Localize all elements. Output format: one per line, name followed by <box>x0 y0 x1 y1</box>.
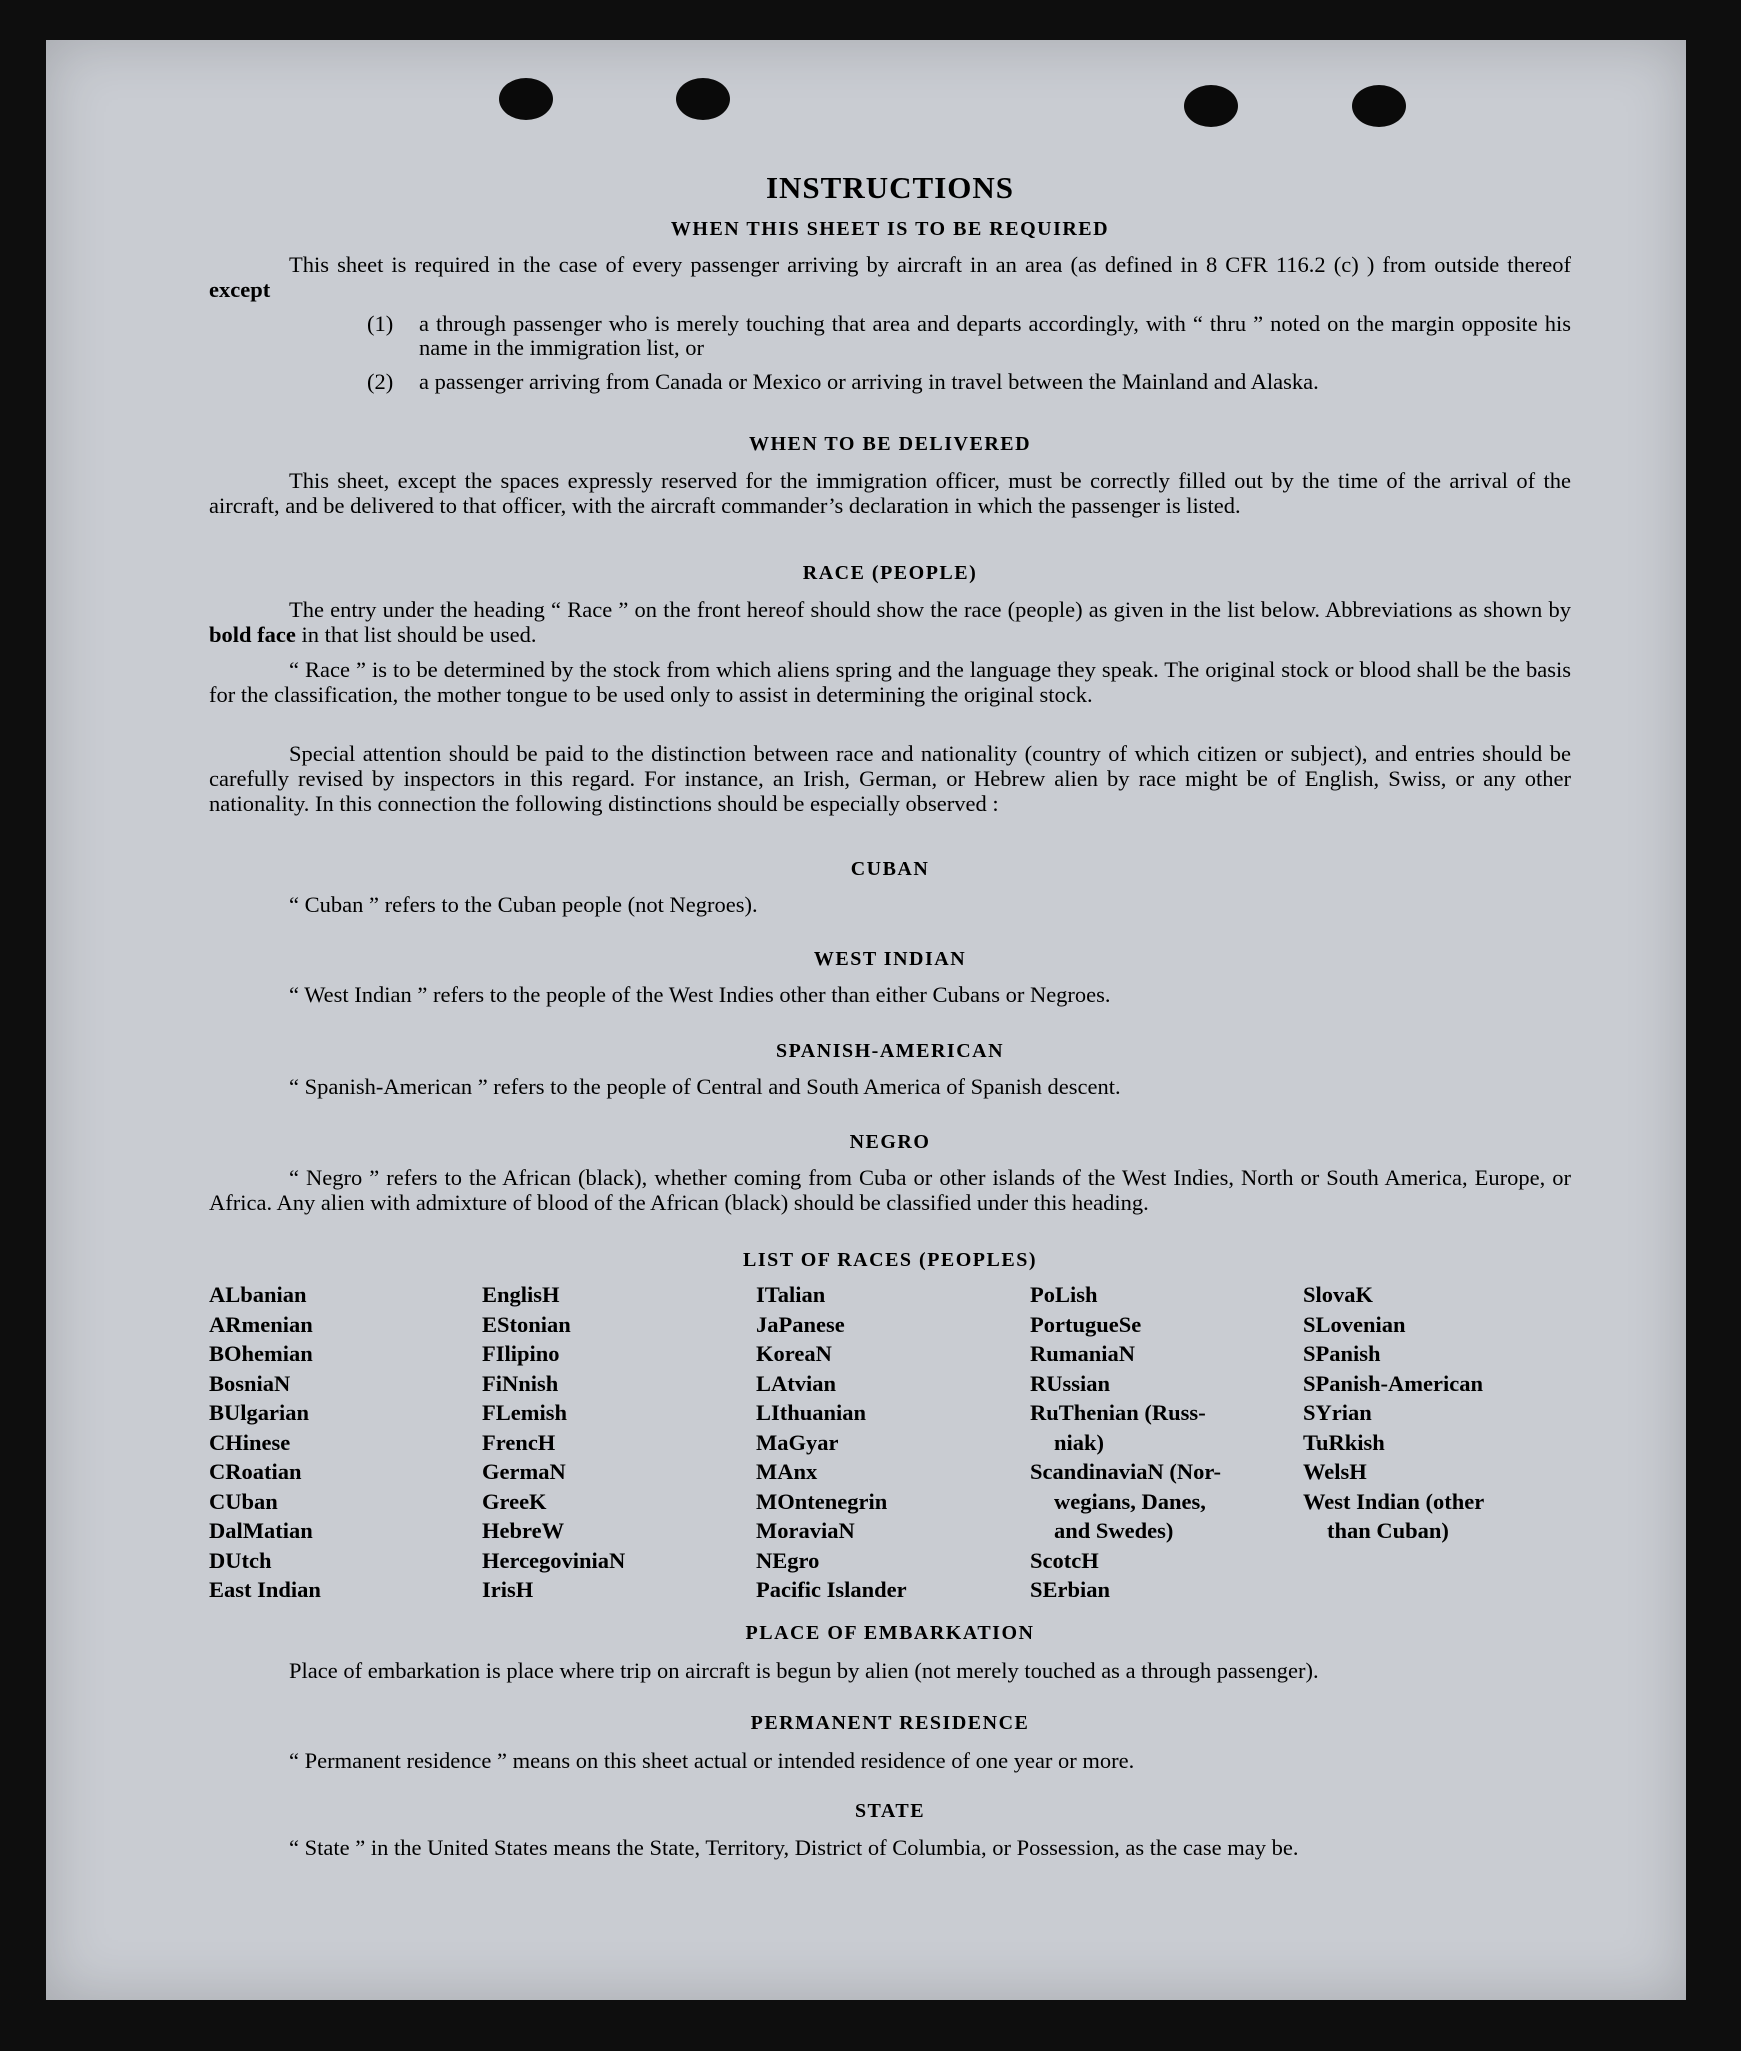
punch-hole <box>1352 85 1406 127</box>
race-entry: EStonian <box>482 1311 571 1337</box>
race-entry: SPanish-American <box>1303 1370 1483 1396</box>
race-entry: PoLish <box>1030 1282 1098 1307</box>
race-entry: KoreaN <box>756 1341 832 1366</box>
when-required-except: except <box>209 277 271 302</box>
race-entry: DUtch <box>209 1547 272 1573</box>
race-entry: FrencH <box>482 1429 556 1455</box>
heading-negro: NEGRO <box>849 1131 931 1153</box>
when-required-intro-text: This sheet is required in the case of every passenger arriving by aircraft in an area (as defined in 8 CFR 116.2 (c) ) from outside thereof <box>289 252 1571 277</box>
item-number: (2) <box>367 369 394 394</box>
negro-text: “ Negro ” refers to the African (black), whether coming from Cuba or other islands of the West Indies, North or South America, Europe, or Africa. Any alien with admixture of blood of the African (black) should be classified under this heading. <box>209 1165 1571 1215</box>
heading-race: RACE (PEOPLE) <box>802 562 978 584</box>
race-entry: RUssian <box>1030 1370 1111 1396</box>
race-paragraph-3: Special attention should be paid to the distinction between race and nationality (country of which citizen or subject), and entries should be carefully revised by inspectors in this regard. For instance, an Irish, German, or Hebrew alien by race might be of English, Swiss, or any other nationality. In this connection the following distinctions should be especially observed : <box>209 741 1571 816</box>
race-entry: ScandinaviaN (Nor- <box>1030 1459 1222 1484</box>
heading-list-of-races: LIST OF RACES (PEOPLES) <box>742 1249 1037 1271</box>
races-column <box>209 1280 321 1605</box>
race-entry: SLovenian <box>1303 1311 1406 1337</box>
heading-embarkation: PLACE OF EMBARKATION <box>745 1622 1035 1644</box>
race-entry: than Cuban) <box>1327 1518 1449 1543</box>
when-required-item <box>367 370 1571 394</box>
race-entry: RumaniaN <box>1030 1341 1136 1366</box>
race-entry: IrisH <box>482 1577 534 1602</box>
race-p1-bold: bold face <box>209 622 296 647</box>
race-paragraph-2: “ Race ” is to be determined by the stock from which aliens spring and the language they speak. The original stock or blood shall be the basis for the classification, the mother tongue to be used only to assist in determining the original stock. <box>209 657 1571 707</box>
punch-hole <box>1184 85 1238 127</box>
race-entry: SErbian <box>1030 1577 1111 1602</box>
race-entry: FIlipino <box>482 1341 560 1366</box>
race-entry: GreeK <box>482 1488 547 1514</box>
race-entry: and Swedes) <box>1054 1518 1174 1543</box>
race-entry: HebreW <box>482 1518 565 1543</box>
race-entry: ARmenian <box>209 1311 313 1337</box>
embarkation-text: Place of embarkation is place where trip on aircraft is begun by alien (not merely touched as a through passenger). <box>289 1658 1319 1683</box>
punch-hole <box>676 78 730 120</box>
when-required-intro <box>209 252 1571 302</box>
race-entry: GermaN <box>482 1459 566 1484</box>
residence-text: “ Permanent residence ” means on this sheet actual or intended residence of one year or more. <box>289 1748 1135 1773</box>
punch-hole <box>499 78 553 120</box>
race-entry: JaPanese <box>756 1311 845 1337</box>
race-entry: SYrian <box>1303 1400 1372 1425</box>
race-entry: CRoatian <box>209 1459 302 1484</box>
races-column <box>1030 1280 1221 1605</box>
race-entry: West Indian (other <box>1303 1488 1485 1514</box>
page-title: INSTRUCTIONS <box>765 170 1014 205</box>
race-entry: BUlgarian <box>209 1400 310 1425</box>
race-entry: RuThenian (Russ- <box>1030 1400 1206 1425</box>
heading-state: STATE <box>854 1800 926 1822</box>
race-entry: MOntenegrin <box>756 1488 888 1514</box>
races-column <box>756 1280 907 1605</box>
spanish-american-text: “ Spanish-American ” refers to the people of Central and South America of Spanish descent. <box>289 1074 1121 1099</box>
race-entry: HercegoviniaN <box>482 1547 626 1573</box>
race-entry: MaGyar <box>756 1429 839 1455</box>
race-entry: WelsH <box>1303 1459 1367 1484</box>
race-entry: NEgro <box>756 1547 820 1573</box>
heading-when-delivered: WHEN TO BE DELIVERED <box>748 433 1032 455</box>
item-text: a passenger arriving from Canada or Mexico or arriving in travel between the Mainland and Alaska. <box>419 369 1319 394</box>
race-entry: Pacific Islander <box>756 1577 907 1602</box>
race-entry: EnglisH <box>482 1282 560 1307</box>
race-entry: ScotcH <box>1030 1547 1099 1573</box>
heading-residence: PERMANENT RESIDENCE <box>750 1712 1030 1734</box>
race-p1-text: The entry under the heading “ Race ” on the front hereof should show the race (people) as given in the list below. Abbreviations as shown by <box>289 597 1571 622</box>
races-column <box>482 1280 625 1605</box>
race-entry: ITalian <box>756 1282 826 1307</box>
race-entry: TuRkish <box>1303 1429 1385 1455</box>
race-entry: SPanish <box>1303 1341 1381 1366</box>
race-entry: CHinese <box>209 1429 291 1455</box>
heading-cuban: CUBAN <box>850 858 930 880</box>
race-entry: MoraviaN <box>756 1518 855 1543</box>
race-entry: SlovaK <box>1303 1282 1374 1307</box>
heading-spanish-american: SPANISH-AMERICAN <box>775 1040 1005 1062</box>
race-entry: DalMatian <box>209 1518 313 1543</box>
race-entry: East Indian <box>209 1577 321 1602</box>
race-entry: LIthuanian <box>756 1400 867 1425</box>
races-list <box>209 1280 1571 1605</box>
race-paragraph-1 <box>209 597 1571 647</box>
race-entry: FiNnish <box>482 1370 559 1396</box>
cuban-text: “ Cuban ” refers to the Cuban people (not Negroes). <box>289 892 758 917</box>
state-text: “ State ” in the United States means the State, Territory, District of Columbia, or Possession, as the case may be. <box>289 1835 1299 1860</box>
race-entry: LAtvian <box>756 1370 837 1396</box>
when-delivered-text: This sheet, except the spaces expressly reserved for the immigration officer, must be correctly filled out by the time of the arrival of the aircraft, and be delivered to that officer, with the aircraft commander’s declaration in which the passenger is listed. <box>209 468 1571 518</box>
race-entry: BosniaN <box>209 1370 291 1396</box>
race-entry: wegians, Danes, <box>1054 1488 1206 1514</box>
race-entry: PortugueSe <box>1030 1311 1142 1337</box>
race-entry: MAnx <box>756 1459 818 1484</box>
heading-west-indian: WEST INDIAN <box>813 948 967 970</box>
race-entry: CUban <box>209 1488 278 1514</box>
item-number: (1) <box>367 311 394 336</box>
race-entry: niak) <box>1054 1429 1105 1455</box>
heading-when-required: WHEN THIS SHEET IS TO BE REQUIRED <box>670 218 1110 240</box>
race-p1-end: in that list should be used. <box>301 622 537 647</box>
race-entry: ALbanian <box>209 1282 307 1307</box>
races-column <box>1303 1280 1484 1546</box>
when-required-item <box>367 312 1571 360</box>
item-text: a through passenger who is merely touching that area and departs accordingly, with “ thru ” noted on the margin opposite his name in the immigration list, or <box>419 311 1571 360</box>
west-indian-text: “ West Indian ” refers to the people of the West Indies other than either Cubans or Negroes. <box>289 982 1111 1007</box>
race-entry: FLemish <box>482 1400 568 1425</box>
race-entry: BOhemian <box>209 1341 313 1366</box>
